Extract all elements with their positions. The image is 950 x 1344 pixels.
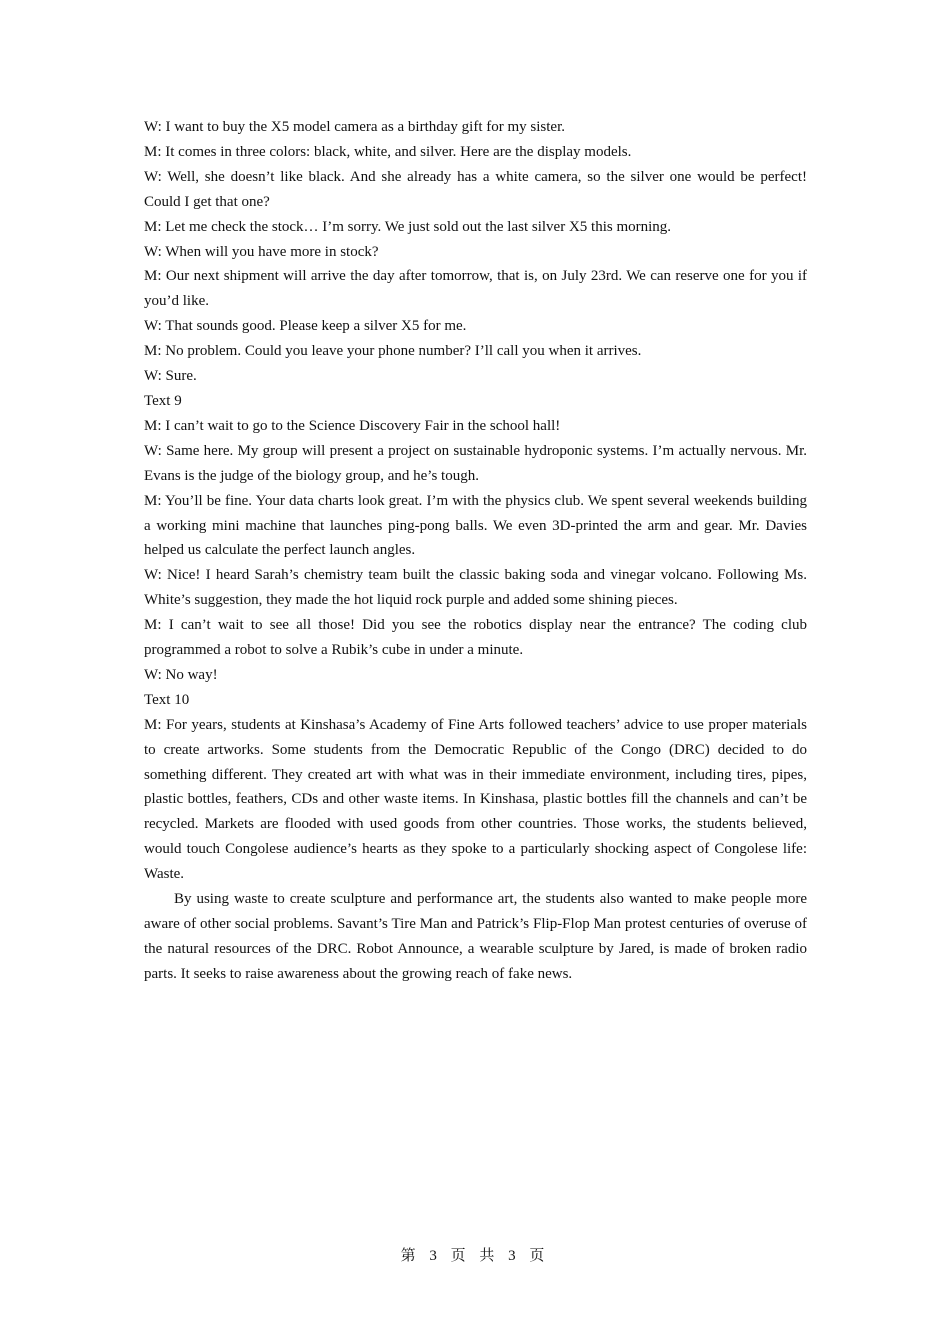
page-footer: 第 3 页 共 3 页 (400, 1248, 550, 1264)
dialogue-line: M: You’ll be fine. Your data charts look great. I’m with the physics club. We spent several weekends building a working mini machine that launches ping-pong balls. We even 3D-printed the arm and gear. Mr. Davies helped us calculate the perfect launch angles. (144, 492, 807, 559)
dialogue-line: M: No problem. Could you leave your phone number? I’ll call you when it arrives. (144, 343, 642, 360)
dialogue-line: W: I want to buy the X5 model camera as a birthday gift for my sister. (144, 119, 565, 135)
dialogue-line: W: Nice! I heard Sarah’s chemistry team built the classic baking soda and vinegar volcano. Following Ms. White’s suggestion, they made the hot liquid rock purple and added some shining pieces. (144, 567, 807, 609)
dialogue-line: W: When will you have more in stock? (144, 243, 379, 260)
dialogue-line: W: Well, she doesn’t like black. And she already has a white camera, so the silver one would be perfect! Could I get that one? (144, 168, 807, 210)
passage-paragraph: By using waste to create sculpture and performance art, the students also wanted to make people more aware of other social problems. Savant’s Tire Man and Patrick’s Flip-Flop Man protest centuries of overuse of the natural resources of the DRC. Robot Announce, a wearable sculpture by Jared, is made of broken radio parts. It seeks to raise awareness about the growing reach of fake news. (144, 891, 807, 982)
dialogue-line: M: Let me check the stock… I’m sorry. We just sold out the last silver X5 this morning. (144, 218, 672, 235)
dialogue-line: M: It comes in three colors: black, white, and silver. Here are the display models. (144, 143, 632, 160)
section-heading-text9: Text 9 (144, 392, 182, 409)
section-heading-text10: Text 10 (144, 691, 190, 708)
dialogue-line: M: I can’t wait to see all those! Did you see the robotics display near the entrance? The coding club programmed a robot to solve a Rubik’s cube in under a minute. (144, 617, 807, 659)
passage-paragraph: M: For years, students at Kinshasa’s Academy of Fine Arts followed teachers’ advice to use proper materials to create artworks. Some students from the Democratic Republic of the Congo (DRC) decided to do something different. They created art with what was in their immediate environment, including tires, pipes, plastic bottles, feathers, CDs and other waste items. In Kinshasa, plastic bottles fill the channels and can’t be recycled. Markets are flooded with used goods from other countries. Those works, the students believed, would touch Congolese audience’s hearts as they spoke to a particularly shocking aspect of Congolese life: Waste. (144, 716, 807, 883)
dialogue-line: W: That sounds good. Please keep a silver X5 for me. (144, 318, 467, 335)
dialogue-line: W: No way! (144, 666, 218, 683)
dialogue-line: W: Same here. My group will present a project on sustainable hydroponic systems. I’m actually nervous. Mr. Evans is the judge of the biology group, and he’s tough. (144, 442, 807, 484)
dialogue-line: W: Sure. (144, 368, 197, 385)
dialogue-line: M: Our next shipment will arrive the day after tomorrow, that is, on July 23rd. We can reserve one for you if you’d like. (144, 268, 807, 310)
page-body (144, 115, 807, 987)
dialogue-line: M: I can’t wait to go to the Science Discovery Fair in the school hall! (144, 417, 561, 434)
